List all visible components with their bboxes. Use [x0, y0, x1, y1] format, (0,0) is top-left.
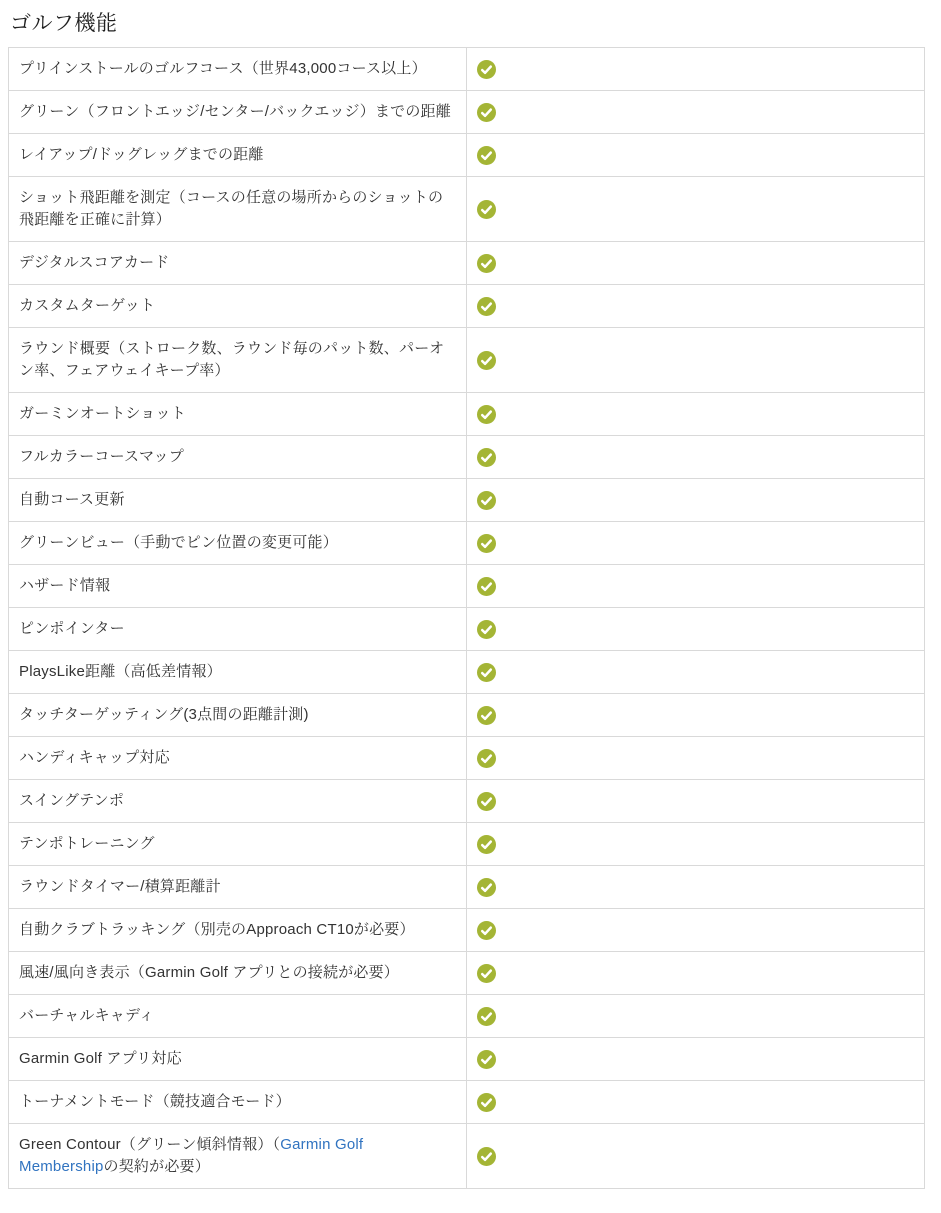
feature-cell: [9, 995, 467, 1038]
feature-cell: [9, 91, 467, 134]
support-cell: [467, 91, 925, 134]
feature-text: グリーンビュー（手動でピン位置の変更可能）: [19, 534, 338, 551]
feature-cell: [9, 1038, 467, 1081]
table-row: [9, 608, 925, 651]
check-circle-icon: [477, 146, 496, 165]
table-row: [9, 522, 925, 565]
check-circle-icon: [477, 577, 496, 596]
table-row: [9, 1081, 925, 1124]
feature-cell: [9, 285, 467, 328]
table-row: [9, 91, 925, 134]
table-row: [9, 909, 925, 952]
feature-text: ピンポインター: [19, 620, 125, 637]
support-cell: [467, 952, 925, 995]
table-row: [9, 134, 925, 177]
support-cell: [467, 393, 925, 436]
check-circle-icon: [477, 749, 496, 768]
check-circle-icon: [477, 103, 496, 122]
support-cell: [467, 565, 925, 608]
feature-cell: [9, 651, 467, 694]
support-cell: [467, 177, 925, 242]
table-row: [9, 952, 925, 995]
table-row: [9, 242, 925, 285]
feature-text: ハザード情報: [19, 577, 111, 594]
table-row: [9, 479, 925, 522]
table-row: [9, 177, 925, 242]
table-row: [9, 866, 925, 909]
feature-cell: [9, 436, 467, 479]
check-circle-icon: [477, 534, 496, 553]
table-row: [9, 694, 925, 737]
feature-text: ラウンド概要（ストローク数、ラウンド毎のパット数、パーオン率、フェアウェイキープ率）: [19, 340, 445, 379]
check-circle-icon: [477, 405, 496, 424]
feature-text: ショット飛距離を測定（コースの任意の場所からのショットの飛距離を正確に計算）: [19, 189, 444, 228]
check-circle-icon: [477, 297, 496, 316]
check-circle-icon: [477, 921, 496, 940]
support-cell: [467, 995, 925, 1038]
feature-cell: [9, 393, 467, 436]
support-cell: [467, 1124, 925, 1189]
check-circle-icon: [477, 620, 496, 639]
support-cell: [467, 909, 925, 952]
feature-text: プリインストールのゴルフコース（世界43,000コース以上）: [19, 60, 427, 77]
feature-text: トーナメントモード（競技適合モード）: [19, 1093, 291, 1110]
table-row: [9, 780, 925, 823]
check-circle-icon: [477, 792, 496, 811]
feature-cell: [9, 737, 467, 780]
feature-cell: [9, 952, 467, 995]
feature-cell: [9, 242, 467, 285]
feature-cell: [9, 1124, 467, 1189]
feature-text: ラウンドタイマー/積算距離計: [19, 878, 221, 895]
check-circle-icon: [477, 1007, 496, 1026]
check-circle-icon: [477, 1147, 496, 1166]
feature-cell: [9, 823, 467, 866]
support-cell: [467, 608, 925, 651]
feature-cell: [9, 1081, 467, 1124]
support-cell: [467, 780, 925, 823]
feature-text: デジタルスコアカード: [19, 254, 170, 271]
check-circle-icon: [477, 491, 496, 510]
support-cell: [467, 242, 925, 285]
check-circle-icon: [477, 835, 496, 854]
check-circle-icon: [477, 200, 496, 219]
support-cell: [467, 866, 925, 909]
feature-cell: [9, 694, 467, 737]
support-cell: [467, 436, 925, 479]
support-cell: [467, 48, 925, 91]
feature-text: Green Contour（グリーン傾斜情報）（: [19, 1136, 281, 1153]
feature-text: Garmin Golf アプリ対応: [19, 1050, 182, 1067]
support-cell: [467, 651, 925, 694]
table-row: [9, 48, 925, 91]
support-cell: [467, 737, 925, 780]
feature-text: カスタムターゲット: [19, 297, 156, 314]
table-row: [9, 436, 925, 479]
feature-cell: [9, 328, 467, 393]
support-cell: [467, 522, 925, 565]
support-cell: [467, 823, 925, 866]
feature-text: 自動コース更新: [19, 491, 125, 508]
table-row: [9, 328, 925, 393]
feature-cell: [9, 780, 467, 823]
support-cell: [467, 694, 925, 737]
feature-text: タッチターゲッティング(3点間の距離計測): [19, 706, 309, 723]
support-cell: [467, 285, 925, 328]
check-circle-icon: [477, 878, 496, 897]
feature-text: ハンディキャップ対応: [19, 749, 170, 766]
check-circle-icon: [477, 254, 496, 273]
feature-cell: [9, 608, 467, 651]
feature-cell: [9, 177, 467, 242]
feature-text: グリーン（フロントエッジ/センター/バックエッジ）までの距離: [19, 103, 451, 120]
check-circle-icon: [477, 663, 496, 682]
garmin-golf-membership-link[interactable]: Garmin Golf Membership: [19, 1136, 364, 1175]
check-circle-icon: [477, 706, 496, 725]
feature-cell: [9, 48, 467, 91]
feature-cell: [9, 522, 467, 565]
table-row: [9, 737, 925, 780]
feature-cell: [9, 134, 467, 177]
support-cell: [467, 1038, 925, 1081]
check-circle-icon: [477, 964, 496, 983]
feature-text: テンポトレーニング: [19, 835, 155, 852]
check-circle-icon: [477, 448, 496, 467]
support-cell: [467, 328, 925, 393]
feature-text: ガーミンオートショット: [19, 405, 186, 422]
feature-text: レイアップ/ドッグレッグまでの距離: [19, 146, 264, 163]
feature-cell: [9, 479, 467, 522]
table-row: [9, 393, 925, 436]
feature-text: スイングテンポ: [19, 792, 125, 809]
check-circle-icon: [477, 1093, 496, 1112]
section-title: ゴルフ機能: [10, 12, 118, 35]
table-row: [9, 285, 925, 328]
feature-text: 自動クラブトラッキング（別売のApproach CT10が必要）: [19, 921, 415, 938]
table-row: [9, 1038, 925, 1081]
support-cell: [467, 1081, 925, 1124]
support-cell: [467, 134, 925, 177]
table-row: [9, 651, 925, 694]
feature-text: PlaysLike距離（高低差情報）: [19, 663, 222, 680]
feature-text: バーチャルキャディ: [19, 1007, 155, 1024]
feature-cell: [9, 909, 467, 952]
check-circle-icon: [477, 351, 496, 370]
golf-features-table: [8, 47, 925, 1189]
feature-table-body: [9, 48, 925, 1189]
feature-text: 風速/風向き表示（Garmin Golf アプリとの接続が必要）: [19, 964, 399, 981]
support-cell: [467, 479, 925, 522]
table-row: [9, 565, 925, 608]
table-row: [9, 823, 925, 866]
feature-text: の契約が必要）: [103, 1158, 210, 1175]
table-row: [9, 995, 925, 1038]
table-row: [9, 1124, 925, 1189]
feature-cell: [9, 565, 467, 608]
feature-text: フルカラーコースマップ: [19, 448, 184, 465]
check-circle-icon: [477, 1050, 496, 1069]
feature-cell: [9, 866, 467, 909]
check-circle-icon: [477, 60, 496, 79]
